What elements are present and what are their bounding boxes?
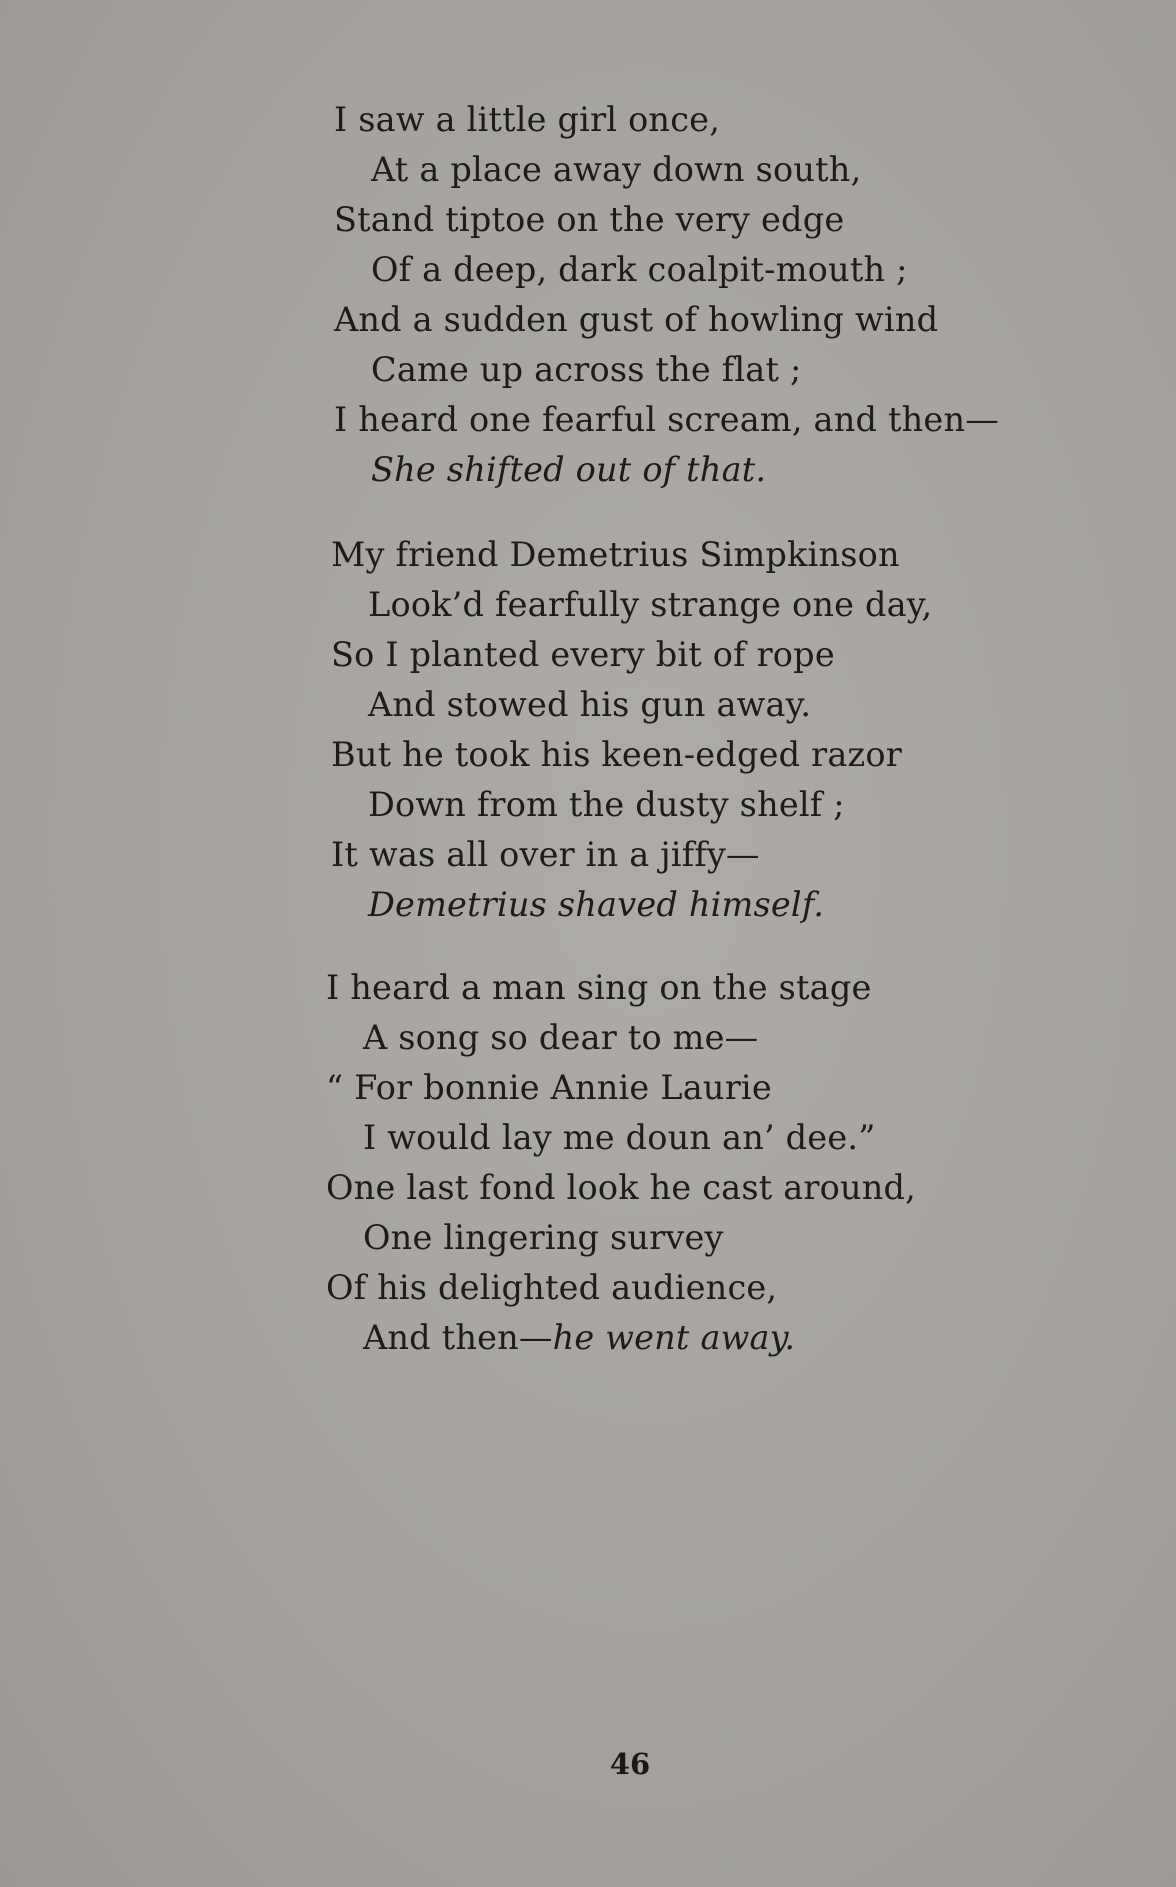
poem-line: Look’d fearfully strange one day, [368, 585, 933, 624]
poem-line: Came up across the flat ; [371, 350, 802, 389]
poem-line: “ For bonnie Annie Laurie [326, 1068, 772, 1107]
poem-line-start: And then— [363, 1318, 553, 1357]
poem-line: I heard one fearful scream, and then— [334, 400, 999, 439]
poem-line: It was all over in a jiffy— [331, 835, 760, 874]
poem-line: My friend Demetrius Simpkinson [331, 535, 900, 574]
poem-line: I heard a man sing on the stage [326, 968, 872, 1007]
poem-line: A song so dear to me— [363, 1018, 759, 1057]
page-number: 46 [609, 1747, 651, 1781]
poem-line: So I planted every bit of rope [331, 635, 835, 674]
stanza-2 [331, 530, 1051, 930]
stanza-1 [334, 95, 1054, 495]
poem-line: I saw a little girl once, [334, 100, 721, 139]
poem-line: One last fond look he cast around, [326, 1168, 917, 1207]
poem-line: But he took his keen-edged razor [331, 735, 902, 774]
poem-line: At a place away down south, [371, 150, 862, 189]
poem-line: And a sudden gust of howling wind [334, 300, 939, 339]
poem-line-italic: She shifted out of that. [371, 450, 767, 489]
poem-line: One lingering survey [363, 1218, 724, 1257]
poem-line: Down from the dusty shelf ; [368, 785, 845, 824]
poem-line-italic: Demetrius shaved himself. [368, 885, 825, 924]
poem-line: Of his delighted audience, [326, 1268, 778, 1307]
poem-line: Stand tiptoe on the very edge [334, 200, 845, 239]
poem-line: I would lay me doun an’ dee.” [363, 1118, 876, 1157]
stanza-3 [326, 963, 1046, 1363]
poem-line-italic: he went away. [552, 1318, 796, 1357]
poem-line: Of a deep, dark coalpit-mouth ; [371, 250, 908, 289]
poem-line-final [326, 1313, 1046, 1363]
poem-line: And stowed his gun away. [368, 685, 812, 724]
